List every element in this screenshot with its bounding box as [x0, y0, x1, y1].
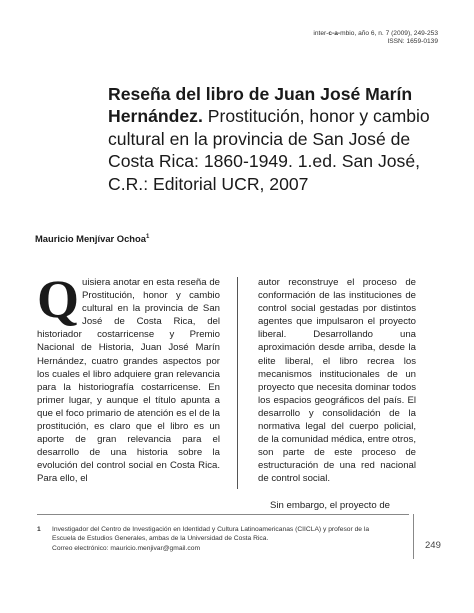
- body-right-column: [258, 276, 416, 512]
- review-title: [108, 83, 438, 195]
- right-column-paragraph-1: autor reconstruye el proceso de conformación de las instituciones de control social gestadas por distintos agentes que impulsaron el proyecto liberal. Desarrollando una aproximación desde arriba, desde la elite liberal, el libro recrea los mecanismos institucionales de un proyecto que necesita dominar todos los espacios geográficos del país. El desarrollo y consolidación de la normativa legal del cuerpo policial, de la comunidad médica, entre otros, son parte de este proceso de estructuración de una red nacional de control social.: [258, 277, 416, 485]
- body-left-column: [37, 269, 220, 486]
- page-number-rule: [413, 514, 414, 559]
- title-normal: Prostitución, honor y cambio cultural en la provincia de San José de Costa Rica: 1860-1949. 1.ed. San José, C.R.: Editorial UCR, 2007: [108, 106, 430, 194]
- author-name: [35, 233, 149, 244]
- footnote-rule: [37, 514, 409, 515]
- title-bold: Reseña del libro de Juan José Marín Hernández.: [108, 84, 413, 127]
- column-divider: [237, 277, 238, 489]
- journal-issn: ISSN: 1659-0139: [387, 38, 438, 45]
- journal-citation: [313, 30, 438, 38]
- journal-prefix: inter-: [313, 30, 329, 37]
- footnote-affiliation: Investigador del Centro de Investigación en Identidad y Cultura Latinoamericanas (CIICLA) y profesor de la Escuela de Estudios Generales, ambas de la Universidad de Costa Rica.: [52, 526, 370, 543]
- right-column-paragraph-2: Sin embargo, el proyecto de: [270, 499, 390, 511]
- footnote-email: Correo electrónico: mauricio.menjivar@gmail.com: [52, 544, 201, 552]
- footnote-number: 1: [37, 526, 41, 533]
- footnote: [37, 525, 389, 553]
- left-column-text: uisiera anotar en esta reseña de Prostitución, honor y cambio cultural en la provincia de San José de Costa Rica, del historiador costarricense y Premio Nacional de Historia, Juan José Marín Hernández, cuatro grandes aspectos por los cuales el libro adquiere gran relevancia para la historiografía costarricense. En primer lugar, y aunque el título apunta a que el foco primario de atención es el de la prostitución, es claro que el libro es un aporte de gran relevancia para el desarrollo de una historia sobre la evolución del control social en Costa Rica. Para ello, el: [37, 277, 220, 485]
- footnote-text: [52, 525, 389, 553]
- journal-suffix: mbio, año 6, n. 7 (2009), 249-253: [340, 30, 438, 37]
- footnote-ref: 1: [145, 233, 150, 240]
- journal-bold: c-a-: [328, 30, 341, 37]
- drop-cap: Q: [37, 269, 80, 329]
- page-number: 249: [425, 540, 441, 551]
- journal-header: [313, 30, 438, 46]
- author-name-text: Mauricio Menjívar Ochoa: [35, 233, 146, 244]
